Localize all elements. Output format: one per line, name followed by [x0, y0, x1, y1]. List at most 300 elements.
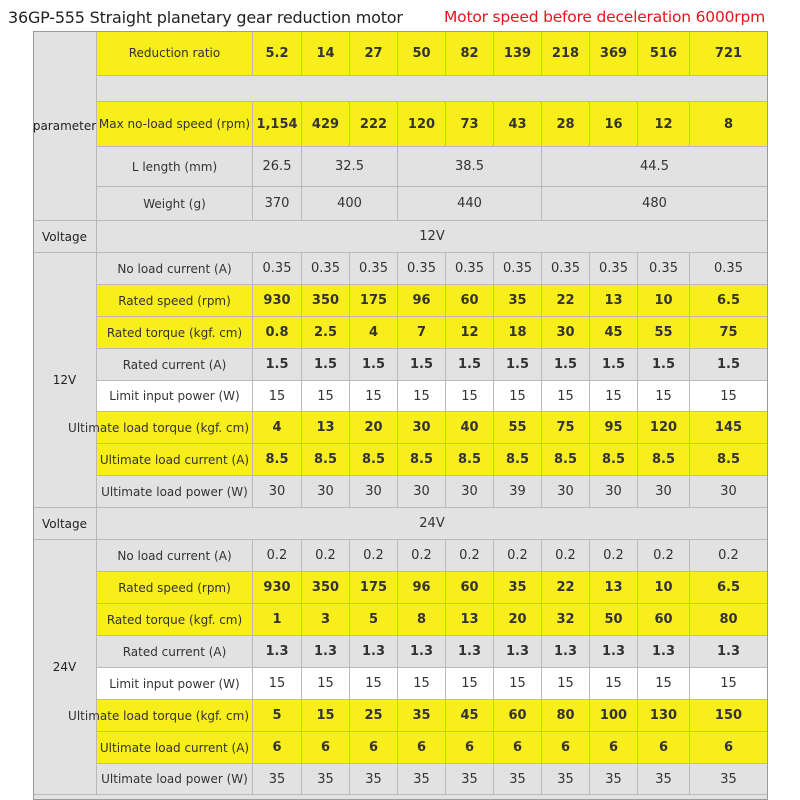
row-value-text: 6 [320, 740, 331, 755]
max-speed-value-text: 1,154 [256, 116, 298, 132]
row-label-text: No load current (A) [117, 548, 232, 563]
voltage-label [33, 221, 97, 253]
row-value [494, 572, 542, 604]
row-value-text: 8.5 [265, 452, 289, 467]
row-value-text: 45 [604, 325, 623, 340]
row-value-text: 15 [316, 708, 335, 723]
max-speed-value [638, 102, 690, 147]
row-value [638, 381, 690, 412]
row-value-text: 8.5 [553, 452, 578, 467]
row-value [542, 732, 590, 764]
row-value-text: 0.2 [411, 548, 432, 563]
ratio-label [97, 31, 253, 76]
row-value-text: 75 [556, 420, 575, 435]
row-label [97, 604, 253, 636]
row-value-text: 35 [412, 708, 431, 723]
row-value [350, 317, 398, 349]
row-value [590, 476, 638, 508]
ratio-value-text: 50 [412, 45, 431, 61]
row-value-text: 4 [272, 420, 282, 435]
length-value-text: 38.5 [455, 159, 484, 174]
row-value [446, 732, 494, 764]
weight-label [97, 187, 253, 221]
row-value-text: 0.8 [265, 325, 289, 340]
ratio-value-text: 82 [460, 45, 479, 61]
row-value-text: 5 [368, 612, 379, 627]
ratio-value-text: 27 [364, 45, 383, 61]
row-label-text: Rated torque (kgf. cm) [106, 612, 243, 627]
row-value [542, 636, 590, 668]
spec-table [33, 31, 800, 800]
row-value [302, 476, 350, 508]
row-value [542, 285, 590, 317]
row-value [253, 253, 302, 285]
row-value-text: 5 [272, 708, 282, 723]
row-value-text: 1 [272, 612, 282, 627]
max-speed-value-text: 429 [311, 116, 340, 132]
row-value [253, 412, 302, 444]
row-value-text: 1.3 [313, 644, 338, 659]
row-value [494, 412, 542, 444]
row-value [590, 732, 638, 764]
row-value [690, 349, 768, 381]
row-value-text: 10 [654, 293, 673, 308]
row-label [97, 540, 253, 572]
row-value [690, 732, 768, 764]
ratio-value [253, 31, 302, 76]
row-value [302, 572, 350, 604]
row-value-text: 8.5 [716, 452, 741, 467]
row-value-text: 1.5 [265, 357, 289, 372]
row-value [398, 732, 446, 764]
voltage-value-text: 12V [419, 229, 445, 244]
row-value-text: 350 [311, 293, 340, 308]
row-value [494, 732, 542, 764]
row-value [690, 444, 768, 476]
row-value-text: 35 [508, 580, 527, 595]
row-value [398, 381, 446, 412]
row-value-text: 930 [263, 293, 291, 308]
row-value-text: 6 [723, 740, 734, 755]
row-value-text: 8.5 [457, 452, 482, 467]
row-value-text: 30 [317, 484, 334, 499]
row-value [494, 668, 542, 700]
row-value-text: 1.5 [409, 357, 434, 372]
row-value [398, 540, 446, 572]
row-value-text: 1.5 [601, 357, 626, 372]
row-value [638, 349, 690, 381]
row-value-text: 30 [655, 484, 672, 499]
row-value-text: 30 [412, 420, 431, 435]
row-value [350, 349, 398, 381]
row-label [97, 444, 253, 476]
length-label [97, 147, 253, 187]
row-value-text: 1.5 [553, 357, 578, 372]
row-value-text: 35 [508, 293, 527, 308]
row-value [542, 764, 590, 795]
row-value [690, 604, 768, 636]
row-value-text: 15 [268, 676, 286, 691]
row-value [302, 381, 350, 412]
row-value-text: 20 [364, 420, 383, 435]
row-value-text: 1.3 [601, 644, 626, 659]
row-value-text: 145 [714, 420, 743, 435]
row-value [302, 604, 350, 636]
row-value-text: 13 [316, 420, 335, 435]
row-value [494, 764, 542, 795]
row-value [590, 572, 638, 604]
ratio-value-text: 218 [551, 45, 580, 61]
row-value-text: 35 [268, 771, 286, 787]
row-value-text: 0.35 [503, 261, 532, 276]
row-value [398, 253, 446, 285]
row-label [97, 349, 253, 381]
row-value-text: 80 [556, 708, 575, 723]
spacer-row [97, 76, 768, 102]
row-value [350, 732, 398, 764]
row-label [97, 732, 253, 764]
row-label-text: Ultimate load torque (kgf. cm) [68, 708, 249, 723]
max-speed-value [494, 102, 542, 147]
row-value [638, 764, 690, 795]
row-value-text: 35 [509, 771, 526, 787]
row-value-text: 60 [460, 293, 479, 308]
row-value [542, 476, 590, 508]
row-value-text: 30 [720, 484, 737, 499]
row-value-text: 15 [655, 676, 672, 691]
length-value-text: 26.5 [262, 159, 292, 174]
row-value-text: 30 [365, 484, 382, 499]
weight-value [302, 187, 398, 221]
row-value [253, 476, 302, 508]
voltage-group-label [33, 540, 97, 795]
row-value [494, 444, 542, 476]
ratio-value-text: 5.2 [265, 45, 289, 61]
row-value-text: 350 [311, 580, 340, 595]
row-value [494, 540, 542, 572]
row-value [638, 604, 690, 636]
row-value [350, 572, 398, 604]
row-value [350, 444, 398, 476]
row-value [446, 604, 494, 636]
row-value [446, 668, 494, 700]
row-value-text: 150 [714, 708, 743, 723]
row-value [398, 604, 446, 636]
length-value [302, 147, 398, 187]
row-label-text: Limit input power (W) [109, 676, 240, 691]
ratio-value [590, 31, 638, 76]
row-value-text: 6 [658, 740, 669, 755]
row-label-text: Ultimate load current (A) [99, 740, 250, 755]
row-value-text: 6 [416, 740, 427, 755]
ratio-value-text: 139 [503, 45, 532, 61]
row-label-text: Ultimate load current (A) [99, 452, 250, 467]
row-value-text: 0.2 [459, 548, 480, 563]
row-value [638, 317, 690, 349]
row-label [68, 700, 253, 732]
weight-value-text: 440 [457, 196, 482, 211]
row-value [638, 444, 690, 476]
row-value-text: 6 [464, 740, 475, 755]
row-label [97, 317, 253, 349]
row-value [494, 317, 542, 349]
row-value [590, 349, 638, 381]
row-value [302, 317, 350, 349]
row-value-text: 15 [509, 388, 526, 404]
row-value [253, 572, 302, 604]
row-value [590, 253, 638, 285]
row-value-text: 13 [460, 612, 479, 627]
weight-value [253, 187, 302, 221]
row-value-text: 0.35 [599, 261, 628, 276]
row-value [398, 476, 446, 508]
row-value [350, 476, 398, 508]
row-label-text: No load current (A) [117, 261, 232, 276]
voltage-value [97, 221, 768, 253]
row-value [446, 253, 494, 285]
row-value [398, 317, 446, 349]
ratio-value [350, 31, 398, 76]
row-value-text: 25 [364, 708, 383, 723]
row-value-text: 35 [605, 771, 622, 787]
length-value [398, 147, 542, 187]
row-value [494, 636, 542, 668]
ratio-value [446, 31, 494, 76]
row-value-text: 15 [720, 388, 737, 404]
row-value-text: 15 [605, 388, 622, 404]
row-value-text: 30 [556, 325, 575, 340]
row-value-text: 0.35 [714, 261, 743, 276]
row-value-text: 96 [412, 580, 431, 595]
row-value-text: 1.3 [505, 644, 530, 659]
row-value-text: 0.35 [359, 261, 388, 276]
row-value-text: 50 [604, 612, 623, 627]
row-value-text: 8 [416, 612, 427, 627]
row-value [542, 349, 590, 381]
max-speed-value [690, 102, 768, 147]
row-value [253, 317, 302, 349]
row-value [690, 700, 768, 732]
row-value [494, 604, 542, 636]
row-value [253, 700, 302, 732]
row-value-text: 8.5 [313, 452, 338, 467]
row-value-text: 12 [460, 325, 479, 340]
row-value-text: 80 [719, 612, 738, 627]
weight-value-text: 400 [337, 196, 362, 211]
weight-value-text: 370 [264, 196, 290, 211]
row-value-text: 6.5 [716, 293, 741, 308]
row-value [302, 349, 350, 381]
row-value-text: 60 [654, 612, 673, 627]
row-value [542, 668, 590, 700]
row-value [690, 253, 768, 285]
row-value [446, 412, 494, 444]
row-value [494, 700, 542, 732]
row-value [542, 317, 590, 349]
row-value-text: 1.5 [361, 357, 386, 372]
row-value-text: 35 [317, 771, 334, 787]
row-value [590, 381, 638, 412]
length-value [542, 147, 768, 187]
row-value-text: 0.35 [311, 261, 340, 276]
max-speed-value [446, 102, 494, 147]
row-value [494, 476, 542, 508]
row-value [302, 253, 350, 285]
row-value [398, 636, 446, 668]
row-value [253, 604, 302, 636]
voltage-value-text: 24V [419, 516, 445, 531]
row-value [638, 668, 690, 700]
row-value [638, 732, 690, 764]
parameter-label-text: parameter [33, 118, 97, 133]
row-value [350, 764, 398, 795]
row-value [690, 572, 768, 604]
ratio-value-text: 14 [316, 45, 335, 61]
row-value [350, 604, 398, 636]
ratio-value-text: 721 [714, 45, 743, 61]
row-value-text: 35 [557, 771, 574, 787]
row-value-text: 1.3 [361, 644, 386, 659]
row-value [690, 381, 768, 412]
row-value [302, 412, 350, 444]
row-value-text: 6 [272, 740, 282, 755]
row-value [590, 412, 638, 444]
row-value [446, 476, 494, 508]
row-value-text: 1.3 [265, 644, 289, 659]
row-value [350, 540, 398, 572]
row-value [638, 700, 690, 732]
row-value [350, 700, 398, 732]
row-value [302, 764, 350, 795]
row-value-text: 6 [560, 740, 571, 755]
row-value-text: 15 [413, 388, 430, 404]
row-value [690, 412, 768, 444]
row-value [690, 764, 768, 795]
row-value-text: 1.3 [409, 644, 434, 659]
row-value-text: 3 [320, 612, 331, 627]
row-value-text: 96 [412, 293, 431, 308]
row-label [97, 285, 253, 317]
row-value-text: 0.2 [555, 548, 576, 563]
row-value-text: 15 [461, 388, 478, 404]
row-value-text: 35 [655, 771, 672, 787]
ratio-value [638, 31, 690, 76]
row-value-text: 35 [461, 771, 478, 787]
row-value [494, 349, 542, 381]
ratio-value [542, 31, 590, 76]
row-value [446, 700, 494, 732]
row-value-text: 30 [557, 484, 574, 499]
row-value-text: 0.2 [363, 548, 384, 563]
row-value-text: 6 [368, 740, 379, 755]
max-speed-label-text: Max no-load speed (rpm) [98, 117, 251, 131]
row-value [350, 412, 398, 444]
row-value [494, 253, 542, 285]
row-value [542, 381, 590, 412]
row-value-text: 0.2 [507, 548, 528, 563]
row-value-text: 15 [268, 388, 286, 404]
row-value-text: 1.5 [505, 357, 530, 372]
row-value [398, 349, 446, 381]
ratio-value [398, 31, 446, 76]
ratio-value [302, 31, 350, 76]
row-value [542, 604, 590, 636]
length-value-text: 32.5 [335, 159, 364, 174]
row-value-text: 55 [508, 420, 527, 435]
row-value [302, 540, 350, 572]
row-label [97, 253, 253, 285]
row-value-text: 0.35 [407, 261, 436, 276]
row-value [638, 572, 690, 604]
row-value [253, 349, 302, 381]
row-value-text: 8.5 [409, 452, 434, 467]
row-value-text: 0.2 [603, 548, 624, 563]
row-value-text: 1.5 [313, 357, 338, 372]
row-label-text: Rated current (A) [122, 644, 227, 659]
row-value [398, 668, 446, 700]
row-label-text: Rated torque (kgf. cm) [106, 325, 243, 340]
row-value [446, 381, 494, 412]
weight-label-text: Weight (g) [143, 196, 206, 211]
row-value [253, 285, 302, 317]
row-value [350, 253, 398, 285]
row-value-text: 0.35 [262, 261, 292, 276]
max-speed-value [253, 102, 302, 147]
row-value [350, 636, 398, 668]
row-value [350, 668, 398, 700]
row-value [446, 444, 494, 476]
row-label [97, 476, 253, 508]
motor-speed-note: Motor speed before deceleration 6000rpm [444, 8, 765, 26]
row-value-text: 7 [416, 325, 427, 340]
length-label-text: L length (mm) [131, 159, 218, 174]
row-value [446, 285, 494, 317]
max-speed-value [302, 102, 350, 147]
row-value [398, 412, 446, 444]
row-label [97, 668, 253, 700]
row-value [350, 285, 398, 317]
row-value [398, 285, 446, 317]
max-speed-value [350, 102, 398, 147]
row-value [494, 285, 542, 317]
row-value [690, 476, 768, 508]
row-value [253, 764, 302, 795]
parameter-label [33, 31, 97, 221]
row-value [253, 732, 302, 764]
row-value [638, 540, 690, 572]
row-label-text: Rated current (A) [122, 357, 227, 372]
row-value-text: 120 [649, 420, 678, 435]
row-value-text: 95 [604, 420, 623, 435]
row-value-text: 30 [268, 484, 286, 499]
row-value [494, 381, 542, 412]
row-value-text: 6 [512, 740, 523, 755]
row-value-text: 10 [654, 580, 673, 595]
row-value-text: 0.35 [551, 261, 580, 276]
voltage-value [97, 508, 768, 540]
max-speed-value-text: 16 [604, 116, 623, 132]
row-value-text: 1.5 [457, 357, 482, 372]
row-value [590, 604, 638, 636]
max-speed-value [542, 102, 590, 147]
row-label [68, 412, 253, 444]
voltage-group-label [33, 253, 97, 508]
row-value [446, 540, 494, 572]
row-label-text: Limit input power (W) [109, 389, 240, 403]
bottom-strip [33, 795, 768, 800]
row-value-text: 13 [604, 293, 623, 308]
row-value [590, 636, 638, 668]
